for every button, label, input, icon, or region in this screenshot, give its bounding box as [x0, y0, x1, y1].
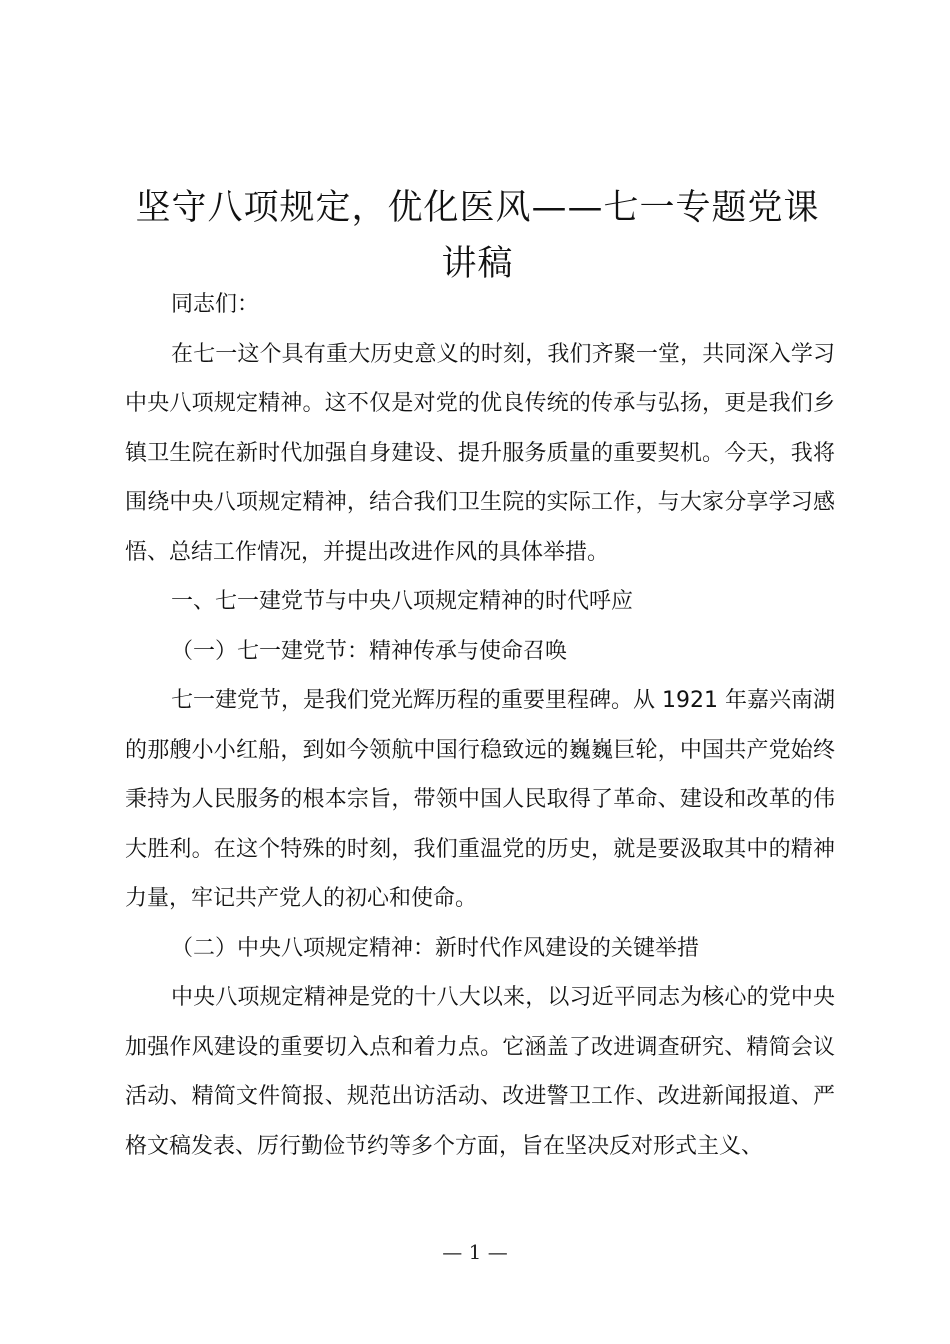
subsection-heading-2: （二）中央八项规定精神：新时代作风建设的关键举措 [171, 935, 700, 961]
salutation-paragraph: 同志们： [171, 292, 260, 317]
document-title: 坚守八项规定，优化医风——七一专题党课讲稿 [135, 188, 820, 284]
page-number: — 1 — [442, 1240, 508, 1264]
subsection-heading-1: （一）七一建党节：精神传承与使命召唤 [171, 638, 568, 664]
document-body [125, 280, 835, 1171]
section-heading-1: 一、七一建党节与中央八项规定精神的时代呼应 [171, 589, 634, 614]
intro-paragraph: 在七一这个具有重大历史意义的时刻，我们齐聚一堂，共同深入学习中央八项规定精神。这不仅是对党的优良传统的传承与弘扬，更是我们乡镇卫生院在新时代加强自身建设、提升服务质量的重要契机。今天，我将围绕中央八项规定精神，结合我们卫生院的实际工作，与大家分享学习感悟、总结工作情况，并提出改进作风的具体举措。 [125, 341, 835, 565]
body-paragraph-2: 中央八项规定精神是党的十八大以来，以习近平同志为核心的党中央加强作风建设的重要切入点和着力点。它涵盖了改进调查研究、精简会议活动、精简文件简报、规范出访活动、改进警卫工作、改进新闻报道、严格文稿发表、厉行勤俭节约等多个方面，旨在坚决反对形式主义、 [125, 985, 835, 1159]
body-paragraph-1: 七一建党节，是我们党光辉历程的重要里程碑。从 1921 年嘉兴南湖的那艘小小红船，到如今领航中国行稳致远的巍巍巨轮，中国共产党始终秉持为人民服务的根本宗旨，带领中国人民取得了革命、建设和改革的伟大胜利。在这个特殊的时刻，我们重温党的历史，就是要汲取其中的精神力量，牢记共产党人的初心和使命。 [125, 688, 835, 911]
